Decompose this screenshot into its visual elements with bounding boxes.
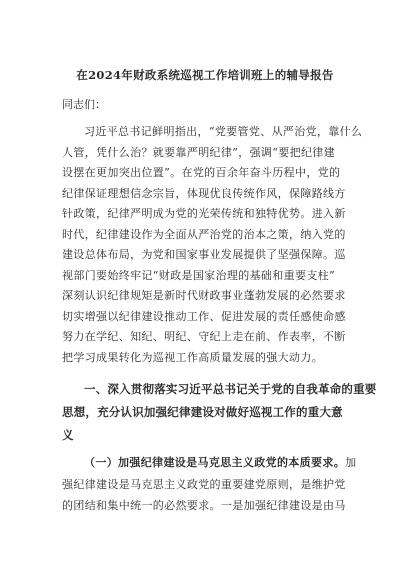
subsection-first-line — [62, 452, 357, 474]
subsection-first-line-tail: 加 — [345, 456, 357, 469]
heading-line: 思想，充分认识加强纪律建设对做好巡视工作的重大意 — [62, 405, 343, 419]
paragraph-line: 人管，凭什么治？就要靠严明纪律”，强调“要把纪律建 — [62, 145, 335, 159]
paragraph-line: 设摆在更加突出位置”。在党的百余年奋斗历程中，党的 — [62, 166, 341, 179]
intro-paragraph — [62, 122, 363, 368]
paragraph-line: 把学习成果转化为巡视工作高质量发展的强大动力。 — [62, 350, 324, 364]
paragraph-line: 针政策，纪律严明成为党的光荣传统和独特优势。进入新 — [62, 207, 346, 220]
paragraph-line: 纪律保证理想信念宗旨，体现优良传统作风，保障路线方 — [62, 186, 346, 200]
section-heading — [62, 378, 377, 447]
salutation: 同志们： — [62, 98, 106, 111]
paragraph-line: 的团结和集中统一的必然要求。一是加强纪律建设是由马 — [62, 499, 346, 512]
paragraph-line: 视部门要始终牢记“财政是国家治理的基础和重要支柱” — [62, 268, 335, 282]
paragraph-line: 习近平总书记鲜明指出，“党要管党、从严治党，靠什么 — [84, 125, 363, 138]
subsection-heading: （一）加强纪律建设是马克思主义政党的本质要求。 — [84, 456, 346, 469]
heading-line: 一、深入贯彻落实习近平总书记关于党的自我革命的重要 — [84, 382, 377, 396]
subsection-paragraph — [62, 452, 357, 517]
heading-line: 义 — [62, 428, 74, 442]
document-title: 在2024年财政系统巡视工作培训班上的辅导报告 — [76, 68, 334, 82]
paragraph-line: 建设总体布局，为党和国家事业发展提供了坚强保障。巡 — [62, 248, 346, 261]
paragraph-line: 深刻认识纪律规矩是新时代财政事业蓬勃发展的必然要求 — [62, 289, 346, 302]
paragraph-line: 切实增强以纪律建设推动工作、促进发展的责任感使命感 — [62, 309, 346, 323]
paragraph-line: 强纪律建设是马克思主义政党的重要建党原则，是维护党 — [62, 477, 346, 491]
paragraph-line: 努力在学纪、知纪、明纪、守纪上走在前、作表率，不断 — [62, 330, 346, 343]
paragraph-line: 时代，纪律建设作为全面从严治党的治本之策，纳入党的 — [62, 227, 346, 241]
